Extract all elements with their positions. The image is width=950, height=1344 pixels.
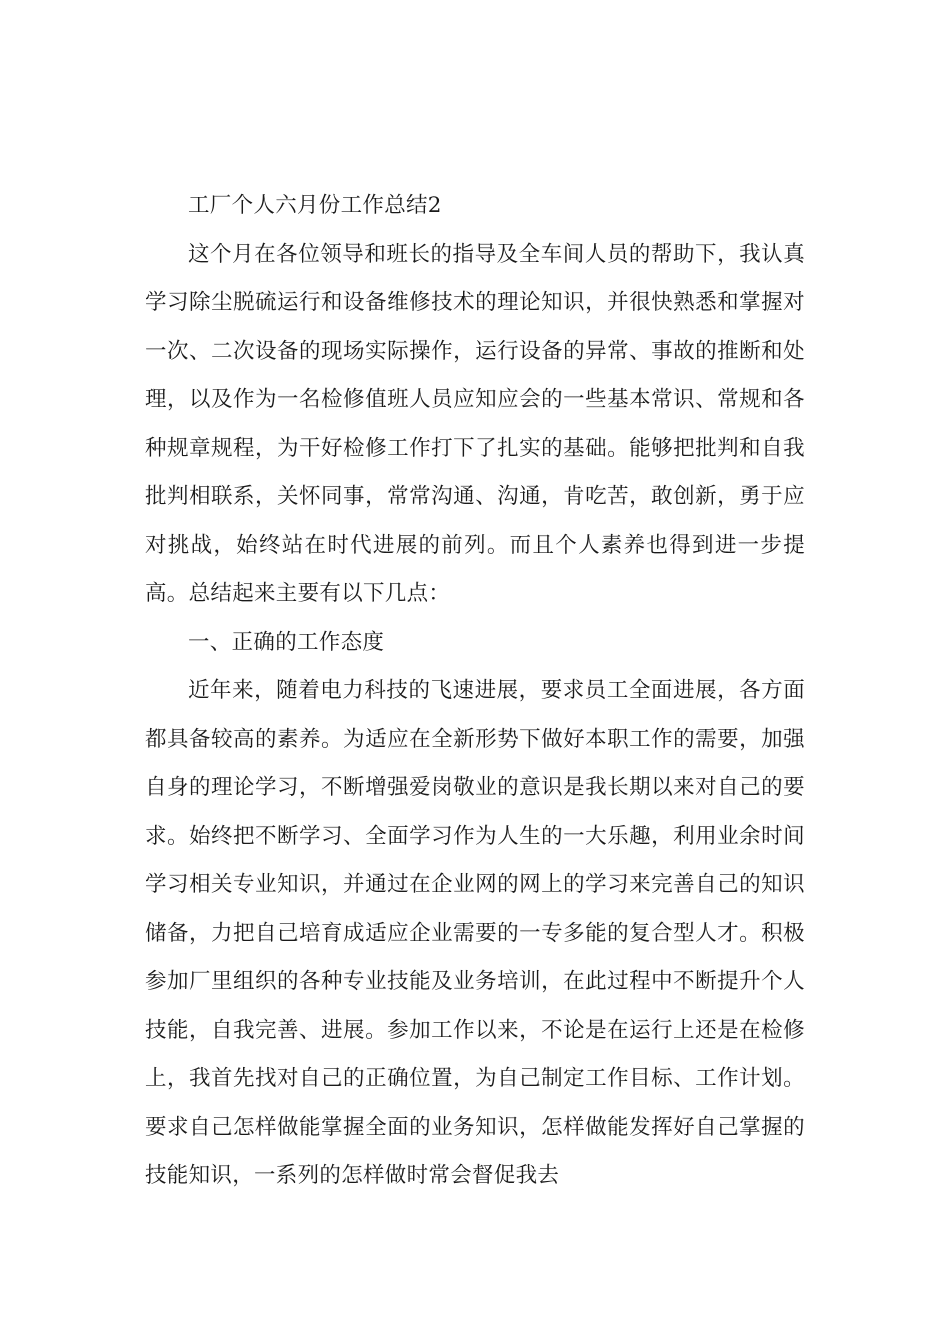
paragraph-section-1: 近年来，随着电力科技的飞速进展，要求员工全面进展，各方面都具备较高的素养。为适应在全新形势下做好本职工作的需要，加强自身的理论学习，不断增强爱岗敬业的意识是我长期以来对自己的要求。始终把不断学习、全面学习作为人生的一大乐趣，利用业余时间学习相关专业知识，并通过在企业网的网上的学习来完善自己的知识储备，力把自己培育成适应企业需要的一专多能的复合型人才。积极参加厂里组织的各种专业技能及业务培训，在此过程中不断提升个人技能，自我完善、进展。参加工作以来，不论是在运行上还是在检修上，我首先找对自己的正确位置，为自己制定工作目标、工作计划。要求自己怎样做能掌握全面的业务知识，怎样做能发挥好自己掌握的技能知识，一系列的怎样做时常会督促我去 [145, 678, 805, 1188]
document-title: 工厂个人六月份工作总结2 [188, 193, 442, 218]
section-heading-1: 一、正确的工作态度 [188, 629, 385, 655]
document-body [145, 182, 805, 1201]
paragraph-intro: 这个月在各位领导和班长的指导及全车间人员的帮助下，我认真学习除尘脱硫运行和设备维修技术的理论知识，并很快熟悉和掌握对一次、二次设备的现场实际操作，运行设备的异常、事故的推断和处理，以及作为一名检修值班人员应知应会的一些基本常识、常规和各种规章规程，为干好检修工作打下了扎实的基础。能够把批判和自我批判相联系，关怀同事，常常沟通、沟通，肯吃苦，敢创新，勇于应对挑战，始终站在时代进展的前列。而且个人素养也得到进一步提高。总结起来主要有以下几点： [145, 241, 805, 606]
